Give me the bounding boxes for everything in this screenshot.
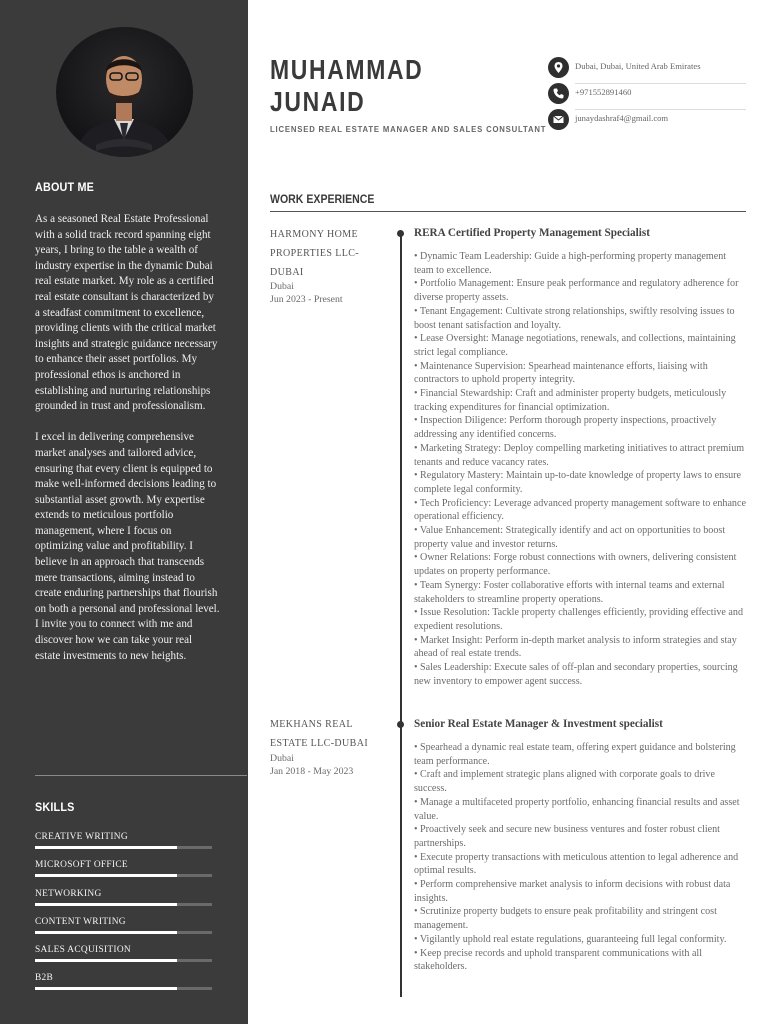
contact-divider [575, 109, 746, 110]
timeline-dot [397, 230, 404, 237]
phone-icon [548, 83, 569, 104]
about-paragraph: I excel in delivering comprehensive market analyses and tailored advice, ensuring that every client is equipped to make well-informed decisions leading to substantial asset growth. My expertise extends to meticulous portfolio management, where I focus on optimizing value and profitability. I believe in an approach that transcends mere transactions, aiming instead to create enduring partnerships that flourish on both a personal and professional level. I invite you to connect with me and discover how we can take your real estate investments to new heights. [35, 431, 220, 662]
profile-photo [56, 27, 193, 157]
skills-list [35, 832, 215, 1002]
job-bullets [414, 741, 748, 974]
sidebar [0, 0, 248, 1024]
job-meta [270, 752, 353, 778]
bullet-item: • Portfolio Management: Ensure peak performance and regulatory adherence for diverse property assets. [414, 278, 739, 304]
bullet-item: • Owner Relations: Forge robust connections with owners, delivering consistent updates on property performance. [414, 552, 737, 578]
skill-item [35, 945, 215, 973]
bullet-item: • Value Enhancement: Strategically identify and act on opportunities to boost property value and investor returns. [414, 525, 726, 550]
job-location: Dubai [270, 753, 294, 764]
bullet-item: • Market Insight: Perform in-depth market analysis to inform strategies and stay ahead of real estate trends. [414, 634, 737, 660]
job-dates: Jun 2023 - Present [270, 294, 343, 305]
last-name: JUNAID [270, 86, 366, 117]
skill-item [35, 860, 215, 888]
bullet-item: • Sales Leadership: Execute sales of off-plan and secondary properties, sourcing new inventory to empower agent success. [414, 662, 738, 687]
skill-bar [35, 903, 212, 906]
job-meta [270, 280, 343, 306]
bullet-item: • Maintenance Supervision: Spearhead maintenance efforts, liaising with contractors to uphold property integrity. [414, 360, 708, 386]
person-silhouette-icon [56, 27, 193, 157]
skill-name: B2B [35, 973, 54, 984]
skills-title: SKILLS [35, 800, 75, 814]
bullet-item: • Regulatory Mastery: Maintain up-to-date knowledge of property laws to ensure complete legal conformity. [414, 470, 742, 495]
skill-name: CREATIVE WRITING [35, 832, 128, 842]
skill-fill [35, 874, 177, 877]
first-name: MUHAMMAD [270, 54, 424, 85]
bullet-item: • Proactively seek and secure new business ventures and foster robust client partnerships. [414, 824, 720, 849]
skill-name: CONTENT WRITING [35, 916, 126, 927]
skill-item [35, 973, 215, 1001]
bullet-item: • Inspection Diligence: Perform thorough property inspections, proactively addressing any identified concerns. [414, 415, 717, 441]
skill-bar [35, 931, 212, 934]
skill-fill [35, 987, 177, 990]
job-dates: Jan 2018 - May 2023 [270, 766, 354, 777]
bullet-item: • Team Synergy: Foster collaborative efforts with internal teams and external stakeholders to streamline property operations. [414, 579, 725, 605]
contact-divider [575, 83, 746, 84]
job-bullets [414, 250, 748, 689]
company-name: HARMONY HOME PROPERTIES LLC-DUBAI [270, 229, 360, 278]
location-icon [548, 57, 569, 78]
about-paragraph: As a seasoned Real Estate Professional with a solid track record spanning eight years, I bring to the table a wealth of industry expertise in the dynamic Dubai real estate market. My role as a certified real estate consultant is characterized by a steadfast commitment to excellence, providing clients with the critical market insights and strategic guidance necessary to enhance their asset portfolios. My professional ethos is anchored in establishing and nurturing relationships grounded in trust and professionalism. [35, 213, 218, 413]
company-name: MEKHANS REAL ESTATE LLC-DUBAI [270, 719, 369, 749]
skill-item [35, 832, 215, 860]
about-text [35, 212, 220, 680]
bullet-item: • Manage a multifaceted property portfolio, enhancing financial results and asset value. [414, 796, 740, 822]
bullet-item: • Scrutinize property budgets to ensure peak profitability and stringent cost management. [414, 906, 717, 932]
about-title: ABOUT ME [35, 180, 95, 194]
skill-name: NETWORKING [35, 888, 102, 899]
bullet-item: • Execute property transactions with meticulous attention to legal adherence and optimal results. [414, 851, 739, 877]
email-icon [548, 109, 569, 130]
skill-fill [35, 959, 177, 962]
job-title: Senior Real Estate Manager & Investment specialist [414, 718, 663, 730]
bullet-item: • Financial Stewardship: Craft and administer property budgets, meticulously tracking expenditures for financial optimization. [414, 388, 727, 413]
skill-bar [35, 959, 212, 962]
skill-name: SALES ACQUISITION [35, 945, 131, 956]
bullet-item: • Spearhead a dynamic real estate team, offering expert guidance and bolstering team performance. [414, 742, 736, 767]
bullet-item: • Vigilantly uphold real estate regulations, guaranteeing full legal conformity. [414, 933, 727, 945]
bullet-item: • Marketing Strategy: Deploy compelling marketing initiatives to attract premium tenants and reduce vacancy rates. [414, 442, 745, 468]
phone-text[interactable]: +971552891460 [575, 87, 632, 97]
bullet-item: • Perform comprehensive market analysis to inform decisions with robust data insights. [414, 879, 731, 904]
bullet-item: • Lease Oversight: Manage negotiations, renewals, and collections, maintaining strict legal compliance. [414, 333, 736, 358]
skill-fill [35, 931, 177, 934]
job-title: RERA Certified Property Management Specialist [414, 227, 650, 239]
bullet-item: • Tech Proficiency: Leverage advanced property management software to enhance operational efficiency. [414, 497, 746, 523]
work-experience-title: WORK EXPERIENCE [270, 192, 375, 206]
skill-fill [35, 846, 177, 849]
job-subtitle: LICENSED REAL ESTATE MANAGER AND SALES CONSULTANT [270, 124, 547, 134]
skill-name: MICROSOFT OFFICE [35, 860, 128, 871]
skill-bar [35, 987, 212, 990]
skill-bar [35, 846, 212, 849]
sidebar-divider [35, 775, 247, 776]
skill-bar [35, 874, 212, 877]
full-name [270, 54, 423, 118]
timeline-line [400, 233, 402, 997]
bullet-item: • Dynamic Team Leadership: Guide a high-performing property management team to excellence. [414, 251, 727, 276]
skill-item [35, 889, 215, 917]
job-location: Dubai [270, 281, 294, 292]
bullet-item: • Craft and implement strategic plans aligned with corporate goals to drive success. [414, 769, 715, 795]
bullet-item: • Issue Resolution: Tackle property challenges efficiently, providing effective and expedient resolutions. [414, 607, 743, 632]
skill-item [35, 917, 215, 945]
bullet-item: • Tenant Engagement: Cultivate strong relationships, swiftly resolving issues to boost tenant satisfaction and loyalty. [414, 305, 735, 331]
bullet-item: • Keep precise records and uphold transparent communications with all stakeholders. [414, 947, 703, 973]
location-text: Dubai, Dubai, United Arab Emirates [575, 61, 701, 71]
skill-fill [35, 903, 177, 906]
work-experience-divider [270, 211, 746, 212]
timeline-dot [397, 721, 404, 728]
email-text[interactable]: junaydashraf4@gmail.com [575, 113, 669, 123]
